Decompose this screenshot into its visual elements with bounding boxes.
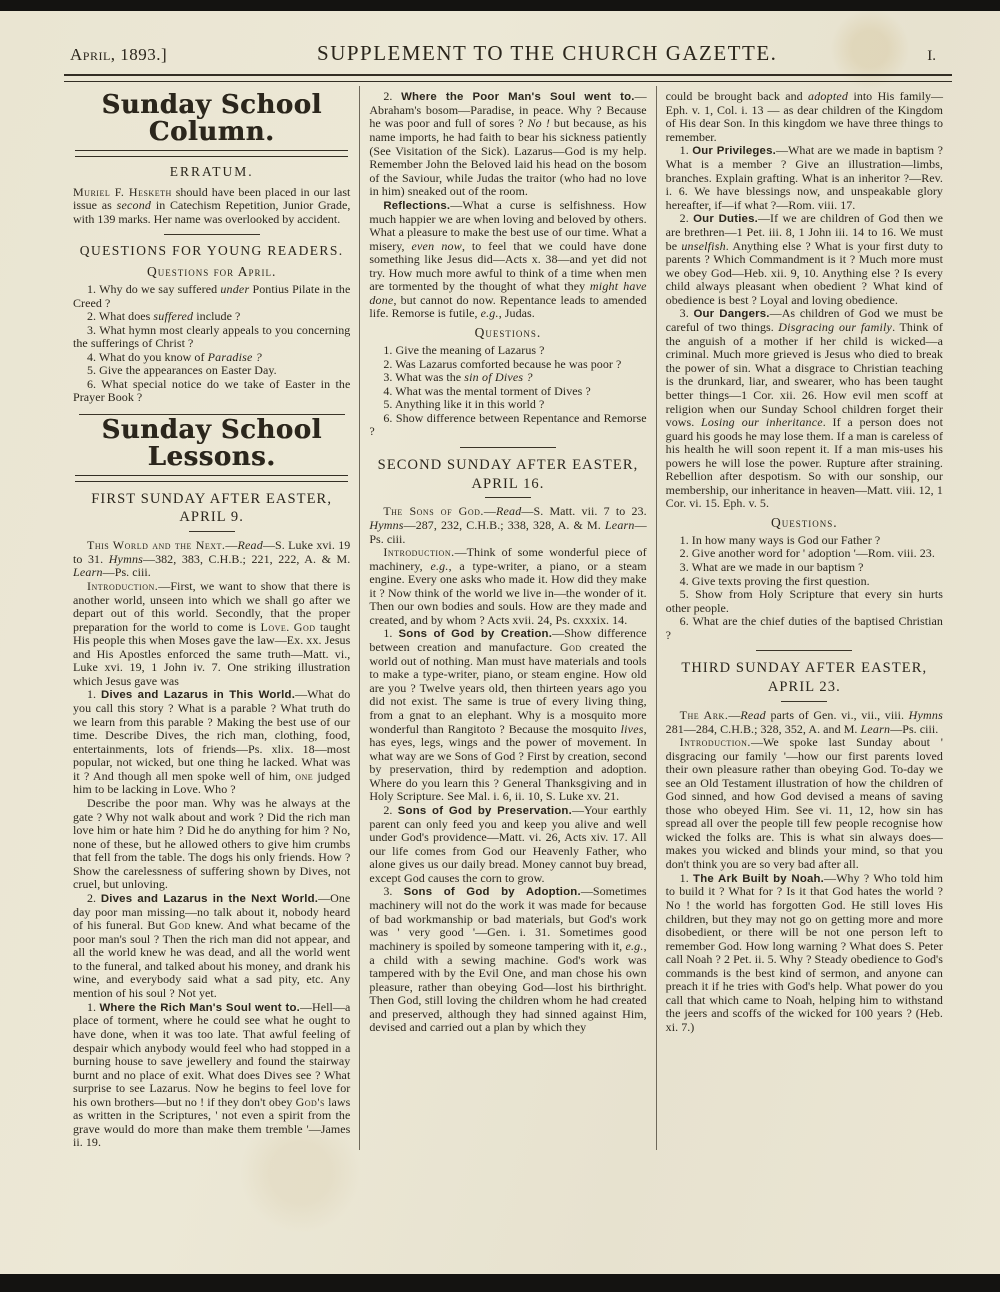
paragraph: 4. What was the mental torment of Dives ?	[383, 383, 591, 398]
paragraph: 5. Anything like it in this world ?	[383, 397, 545, 412]
masthead-double-rule	[64, 74, 952, 82]
erratum-heading: ERRATUM.	[169, 163, 254, 179]
paragraph: This World and the Next.—Read—S. Luke xvi. 19 to 31. Hymns—382, 383, C.H.B.; 221, 222, A. & M. Learn—Ps. ciii.	[73, 538, 351, 580]
heading-underline-rule	[485, 497, 531, 498]
paragraph: The Ark.—Read parts of Gen. vi., vii., viii. Hymns 281—284, C.H.B.; 328, 352, A. and M. Learn—Ps. ciii.	[665, 708, 943, 736]
column-layout	[64, 86, 952, 1150]
sunday-heading: SECOND SUNDAY AFTER EASTER, APRIL 16.	[377, 456, 639, 492]
paragraph: 1. Our Privileges.—What are we made in baptism ? What is a member ? Give an illustration—limbs, branches. Explain grafting. What is an inheritor ?—Rev. i. 6. We have blessings now, and unspeakable glory hereafter, if—if what ?—Rom. viii. 17.	[665, 143, 943, 212]
sunday-heading: THIRD SUNDAY AFTER EASTER, APRIL 23.	[681, 660, 928, 696]
paragraph: The Sons of God.—Read—S. Matt. vii. 7 to 23. Hymns—287, 232, C.H.B.; 338, 328, A. & M. Learn—Ps. ciii.	[369, 504, 647, 546]
paragraph: 1. Where the Rich Man's Soul went to.—Hell—a place of torment, where he could see what he ought to have done, when it was too late. That awful feeling of despair which anybody would feel who had stopped in a burning house to save jewellery and found the stairway burnt and no place of exit. What does Dives see ? What surprise to see Lazarus. Now he begins to feel love for his own brothers—but no ! if they don't obey God's laws as written in the Scriptures, ' not even a spirit from the grave would do more than make them tremble '—James ii. 19.	[73, 999, 351, 1150]
smallcaps-heading: Questions for April.	[146, 264, 277, 280]
paragraph-continuation: Muriel F. Hesketh should have been placed in our last issue as second in Catechism Repetition, Junior Grade, with 139 marks. Her name was overlooked by accident.	[73, 184, 351, 226]
paragraph: 5. Show from Holy Scripture that every sin hurts other people.	[665, 587, 943, 615]
issue-date: April, 1893.]	[70, 45, 168, 64]
column-1	[64, 86, 359, 1150]
newspaper-page	[0, 11, 1000, 1274]
page-title: SUPPLEMENT TO THE CHURCH GAZETTE.	[317, 41, 778, 65]
paragraph: 3. Our Dangers.—As children of God we must be careful of two things. Disgracing our family. Think of the anguish of a mother if her child is wicked—a criminal. Much more grieved is Jesus who died to break the power of sin. What a disgrace to Christian teaching is the drunkard, liar, and swearer, who has been taught better things—1 Cor. xii. 26. How evil men scoff at religion when our Sunday School children forget their vows. Losing our inheritance. If a person does not guard his goods he may lose them. If a man is careless of his health he will soon repent it. If a man mis-uses his powers he will lose the power. Rupture after straining. Rebellion after despotism. So with our sonship, our membership, our inheritance in heaven—Matt. viii. 12, 1 Cor. vi. 15. Eph. v. 5.	[665, 306, 943, 511]
paragraph: 3. What hymn most clearly appeals to you concerning the sufferings of Christ ?	[73, 322, 351, 351]
paragraph: 2. Dives and Lazarus in the Next World.—One day poor man missing—no talk about it, nobody heard of his funeral. But God knew. And what became of the poor man's soul ? Then the rich man did not appear, and all the world knew he was dead, and all the world went to the funeral, and talked about his money, and drank his wine, and everybody said what a sad pity, etc. Any mention of his soul ? Not yet.	[73, 890, 351, 1001]
short-divider-rule	[460, 447, 556, 448]
section-gothic-heading: Sunday School Lessons.	[101, 415, 322, 473]
paragraph: 1. Give the meaning of Lazarus ?	[383, 342, 545, 357]
masthead	[64, 41, 952, 72]
paragraph: 6. What are the chief duties of the baptised Christian ?	[665, 614, 943, 642]
heading-underline-rule	[189, 531, 235, 532]
paragraph: 4. Give texts proving the first question.	[679, 573, 870, 588]
column-3	[656, 86, 952, 1150]
short-divider-rule	[756, 650, 852, 651]
paragraph: 3. What are we made in our baptism ?	[679, 560, 864, 575]
paragraph-continuation: could be brought back and adopted into His family—Eph. v. 1, Col. i. 13 — as dear children of the Kingdom of His dear Son. In this kingdom we have three things to remember.	[665, 89, 943, 144]
column-2	[359, 86, 655, 1150]
paragraph: 2. Give another word for ' adoption '—Rom. viii. 23.	[679, 546, 935, 561]
paragraph: Introduction.—Think of some wonderful piece of machinery, e.g., a type-writer, a piano, or a steam engine. Every one asks who made it. How did they make it ? Now think of the world we live in—the wonder of it. Then our own bodies and souls. How are they made and created, and by whom ? Acts xvii. 24, Ps. cxxxix. 14.	[369, 545, 647, 627]
paragraph: Describe the poor man. Why was he always at the gate ? Why not walk about and work ? Did the rich man love him or hate him ? Did he do anything for him ? No, none of these, but he allowed others to give him crumbs that fell from the table. The dogs his only friends. How ? Show the carelessness of suffering shown by Dives, not cruel, but unloving.	[73, 796, 351, 892]
section-gothic-heading: Sunday School Column.	[101, 90, 322, 148]
caps-heading: QUESTIONS FOR YOUNG READERS.	[79, 243, 344, 259]
paragraph: 1. Why do we say suffered under Pontius Pilate in the Creed ?	[73, 282, 351, 310]
page-number: I.	[927, 48, 936, 64]
paragraph: 2. Sons of God by Preservation.—Your earthly parent can only feed you and keep you alive and well under God's providence—Matt. vi. 26, Acts xiv. 17. All our life comes from God our Heavenly Father, who alone gives us our daily bread. Money cannot buy bread, except God causes the corn to grow.	[369, 802, 647, 885]
double-rule	[75, 150, 348, 157]
paragraph: Reflections.—What a curse is selfishness. How much happier we are when loving and beloved by others. What a pleasure to make the best use of our time. What a misery, even now, to feel that we could have done something like Jesus did—Acts x. 38—and yet did not try. How much more awful to think of a time when men are tormented by the thought of what they might have done, but cannot do now. Repentance leads to amended life. Remorse is futile, e.g., Judas.	[369, 197, 647, 321]
paragraph: 2. Was Lazarus comforted because he was poor ?	[383, 356, 622, 371]
paragraph: 1. The Ark Built by Noah.—Why ? Who told him to build it ? What for ? Is it that God hates the world ? No ! the world has forgotten God. He still loves His children, but they may not go on getting more and more disobedient, or there will be not one person left to remember God. How long warning ? What does S. Peter call Noah ? 2 Pet. ii. 5. Why ? Steady obedience to God's commands is the best kind of sermon, and anyone can preach it if he tries with God's help. What power do you call that which came to Noah, helping him to withstand the jeers and scoffs of the wicked for 100 years ? (Heb. xi. 7.)	[665, 870, 943, 1034]
paragraph: Introduction.—First, we want to show that there is another world, unseen into which we shall go after we depart out of this world. Secondly, that the proper preparation for the world to come is Love. God taught His people this when Moses gave the law—Ex. xx. Jesus and His Apostles enforced the same truth—Matt. vi., Luke xvi. 19, 1 John iv. 7. One striking illustration which Jesus gave was	[73, 578, 351, 688]
paragraph: 6. What special notice do we take of Easter in the Prayer Book ?	[73, 376, 351, 405]
paragraph: 2. Our Duties.—If we are children of God then we are brethren—1 Pet. iii. 8, 1 John iii. 14 to 16. We must be unselfish. Anything else ? What is your first duty to parents ? Which Commandment is it ? Much more must we obey God—Heb. xii. 9, 10. Anything else ? Is every child always pleasant when obedient ? What kind of obedience is best ? Loyal and loving obedience.	[665, 211, 943, 307]
paragraph: 2. What does suffered include ?	[87, 309, 241, 324]
sunday-heading: FIRST SUNDAY AFTER EASTER, APRIL 9.	[91, 490, 333, 526]
paragraph: 3. What was the sin of Dives ?	[383, 370, 533, 385]
short-divider-rule	[164, 234, 260, 235]
paragraph: 1. Sons of God by Creation.—Show difference between creation and manufacture. God created the world out of nothing. Man must have materials and tools to make a type-writer, piano, or steam engine. How old are you ? Twelve years old, then thirteen years ago you did not exist. The same is true of every living thing, from a gnat to an elephant. Why is a mosquito more wonderful than Rangitoto ? Because the mosquito lives, has eyes, legs, wings and the power of movement. In what way are we Sons of God ? First by creation, second by preservation, third by redemption and adoption. Where do you learn this ? General Thanksgiving and in Holy Scripture. See Mal. i. 6, ii. 10, S. Luke xv. 21.	[369, 626, 647, 804]
double-rule	[75, 475, 348, 482]
smallcaps-heading: Questions.	[771, 514, 838, 530]
paragraph: 6. Show difference between Repentance and Remorse ?	[369, 410, 647, 439]
smallcaps-heading: Questions.	[474, 324, 542, 340]
paragraph: 2. Where the Poor Man's Soul went to.—Abraham's bosom—Paradise, in peace. Why ? Because he was poor and full of sores ? No ! but because, as his name imports, he had faith to bear his sickness patiently (See Visitation of the Sick). Lazarus—God is my help. Remember John the Beloved laid his head on the bosom of the Saviour, while Judas the traitor (who had no love in him) sneaked out of the room.	[369, 89, 647, 199]
paragraph: 5. Give the appearances on Easter Day.	[87, 363, 277, 378]
paragraph: Introduction.—We spoke last Sunday about ' disgracing our family '—how our first parents loved their own pleasure rather than obeying God. To-day we see an Old Testament illustration of how the children of God sinned, and how God devised a means of saving those who obeyed Him. See vi. 11, 12, how sin has spread all over the people till few people recognise how wicked the folks are. This is what sin always does—makes you wicked and blinds your mind, so that you don't think you are so very bad after all.	[665, 735, 943, 872]
paragraph: 4. What do you know of Paradise ?	[87, 349, 262, 364]
paragraph: 1. In how many ways is God our Father ?	[679, 532, 881, 547]
paragraph: 1. Dives and Lazarus in This World.—What do you call this story ? What is a parable ? What truth do we learn from this parable ? Making the best use of our time. Describe Dives, the rich man, clothing, food, entertainments, lots of friends—Ps. xlix. 18—most popular, not wicked, but one thing he lacked. What was it ? And though all men spoke well of him, one judged him to be lacking in Love. Who ?	[73, 687, 351, 797]
heading-underline-rule	[781, 701, 827, 702]
paragraph: 3. Sons of God by Adoption.—Sometimes machinery will not do the work it was made for because of bad workmanship or bad materials, but God's work was ' very good '—Gen. i. 31. Sometimes good machinery is spoiled by someone tampering with it, e.g., a child with a sewing machine. God's work was tampered with by the Evil One, and man chose his own pleasure, rather than obeying God—lost his birthright. Then God, still loving the children whom he had created and preserved, although they had sinned against Him, devised and carried out a plan by which they	[369, 884, 647, 1035]
